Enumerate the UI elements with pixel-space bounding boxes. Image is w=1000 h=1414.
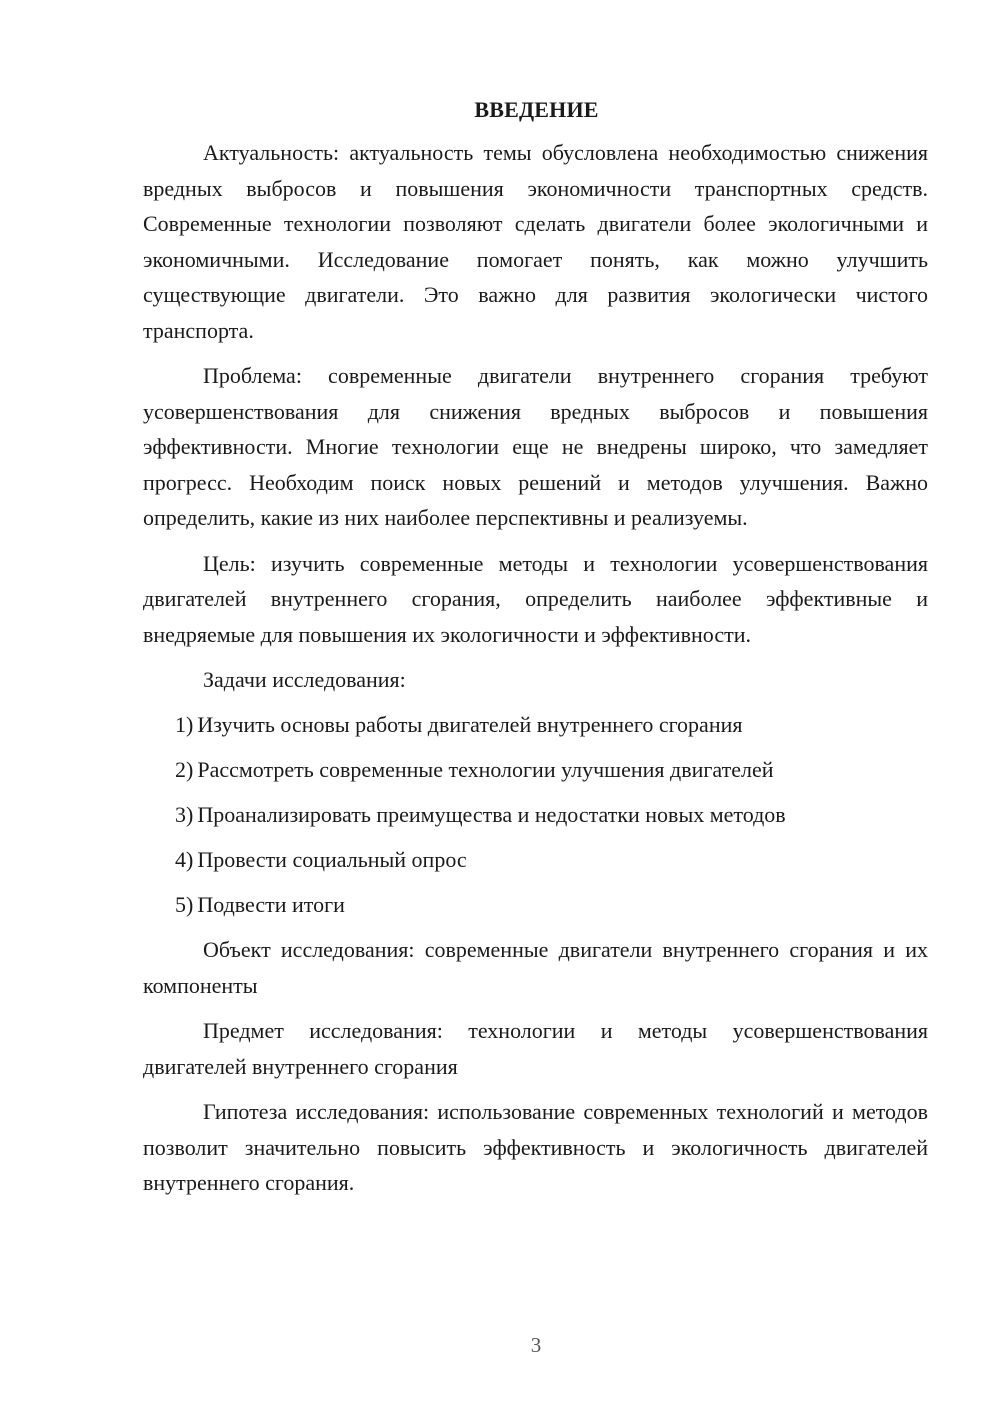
list-item-text: Проанализировать преимущества и недостатки новых методов bbox=[197, 802, 786, 827]
page-number: 3 bbox=[530, 1333, 542, 1357]
document-page bbox=[143, 92, 928, 1201]
list-item-text: Подвести итоги bbox=[197, 892, 345, 917]
tasks-heading: Задачи исследования: bbox=[203, 667, 406, 692]
list-item bbox=[143, 707, 928, 752]
list-item-text: Изучить основы работы двигателей внутреннего сгорания bbox=[197, 712, 743, 737]
list-item-number: 4) bbox=[175, 847, 194, 872]
list-item-number: 5) bbox=[175, 892, 194, 917]
object-paragraph: Объект исследования: современные двигатели внутреннего сгорания и их компоненты bbox=[143, 937, 928, 998]
list-item-number: 3) bbox=[175, 802, 194, 827]
page-title: ВВЕДЕНИЕ bbox=[474, 97, 599, 122]
goal-paragraph: Цель: изучить современные методы и технологии усовершенствования двигателей внутреннего сгорания, определить наиболее эффективные и внедряемые для повышения их экологичности и эффективности. bbox=[143, 550, 928, 647]
list-item-number: 1) bbox=[175, 712, 194, 737]
list-item bbox=[143, 887, 928, 932]
subject-paragraph: Предмет исследования: технологии и методы усовершенствования двигателей внутреннего сгорания bbox=[143, 1018, 928, 1079]
list-item-number: 2) bbox=[175, 757, 194, 782]
list-item bbox=[143, 752, 928, 797]
tasks-list bbox=[143, 707, 928, 932]
list-item bbox=[143, 842, 928, 887]
relevance-paragraph: Актуальность: актуальность темы обусловлена необходимостью снижения вредных выбросов и повышения экономичности транспортных средств. Современные технологии позволяют сделать двигатели более экологичными и экономичными. Исследование помогает понять, как можно улучшить существующие двигатели. Это важно для развития экологически чистого транспорта. bbox=[143, 140, 928, 343]
problem-paragraph: Проблема: современные двигатели внутреннего сгорания требуют усовершенствования для снижения вредных выбросов и повышения эффективности. Многие технологии еще не внедрены широко, что замедляет прогресс. Необходим поиск новых решений и методов улучшения. Важно определить, какие из них наиболее перспективны и реализуемы. bbox=[143, 363, 928, 530]
list-item-text: Рассмотреть современные технологии улучшения двигателей bbox=[197, 757, 774, 782]
hypothesis-paragraph: Гипотеза исследования: использование современных технологий и методов позволит значительно повысить эффективность и экологичность двигателей внутреннего сгорания. bbox=[143, 1099, 928, 1195]
list-item bbox=[143, 797, 928, 842]
list-item-text: Провести социальный опрос bbox=[197, 847, 467, 872]
